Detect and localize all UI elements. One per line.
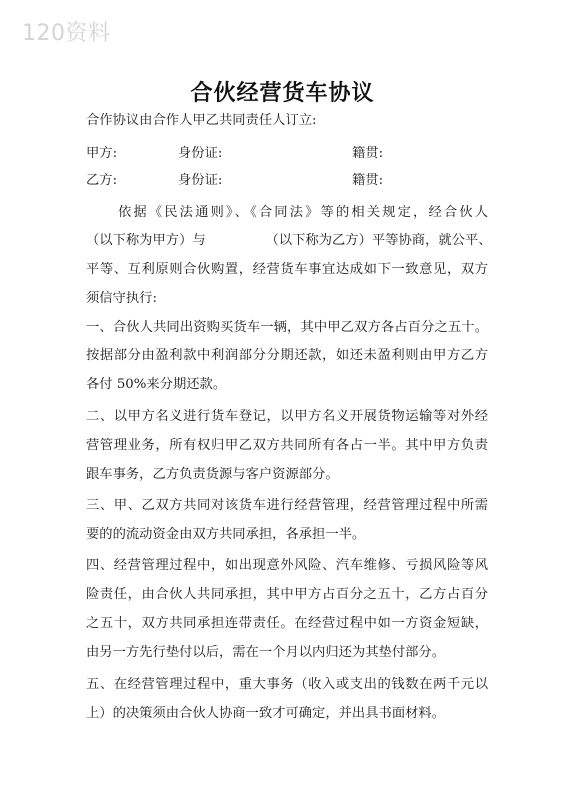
paragraph-line: 五、在经营管理过程中，重大事务（收入或支出的钱数在两千元以 <box>86 677 488 692</box>
paragraph-line: 上）的决策须由合伙人协商一致才可确定，并出具书面材料。 <box>86 706 446 721</box>
paragraph-line: 须信守执行: <box>86 291 157 306</box>
intro-text: 合作协议由合作人甲乙共同责任人订立: <box>86 113 317 128</box>
paragraph-line: 三、甲、乙双方共同对该货车进行经营管理，经营管理过程中所需 <box>86 498 488 513</box>
paragraph-line: 二、以甲方名义进行货车登记，以甲方名义开展货物运输等对外经 <box>86 409 488 424</box>
paragraph-line: 依据《民法通则》、《合同法》等的相关规定，经合伙人 <box>118 205 488 220</box>
paragraph-line: 平等、互利原则合伙购置，经营货车事宜达成如下一致意见，双方 <box>86 262 488 277</box>
paragraph-line: 四、经营管理过程中，如出现意外风险、汽车维修、亏损风险等风 <box>86 558 488 573</box>
paragraph-line: 一、合伙人共同出资购买货车一辆，其中甲乙双方各占百分之五十。 <box>86 320 488 335</box>
party-a-label: 甲方: <box>86 146 118 161</box>
paragraph-line: 之五十，双方共同承担连带责任。在经营过程中如一方资金短缺， <box>86 616 488 631</box>
party-b-label: 乙方: <box>86 173 118 188</box>
document-title: 合伙经营货车协议 <box>190 81 375 106</box>
watermark: 120资料 <box>22 21 111 46</box>
paragraph-line: 跟车事务，乙方负责货源与客户资源部分。 <box>86 467 339 482</box>
party-a-id-label: 身份证: <box>178 146 223 161</box>
paragraph-line: 按据部分由盈利款中利润部分分期还款，如还未盈利则由甲方乙方 <box>86 348 488 363</box>
party-a-origin-label: 籍贯: <box>352 146 384 161</box>
paragraph-line: 营管理业务，所有权归甲乙双方共同所有各占一半。其中甲方负责 <box>86 438 488 453</box>
paragraph-line: 各付 50%来分期还款。 <box>86 377 227 392</box>
party-b-origin-label: 籍贯: <box>352 173 384 188</box>
paragraph-line: 由另一方先行垫付以后，需在一个月以内归还为其垫付部分。 <box>86 645 446 660</box>
paragraph-line: 险责任，由合伙人共同承担，其中甲方占百分之五十，乙方占百分 <box>86 587 488 602</box>
paragraph-line: （以下称为甲方）与 （以下称为乙方）平等协商，就公平、 <box>86 233 492 248</box>
paragraph-line: 要的的流动资金由双方共同承担，各承担一半。 <box>86 527 366 542</box>
party-b-id-label: 身份证: <box>178 173 223 188</box>
